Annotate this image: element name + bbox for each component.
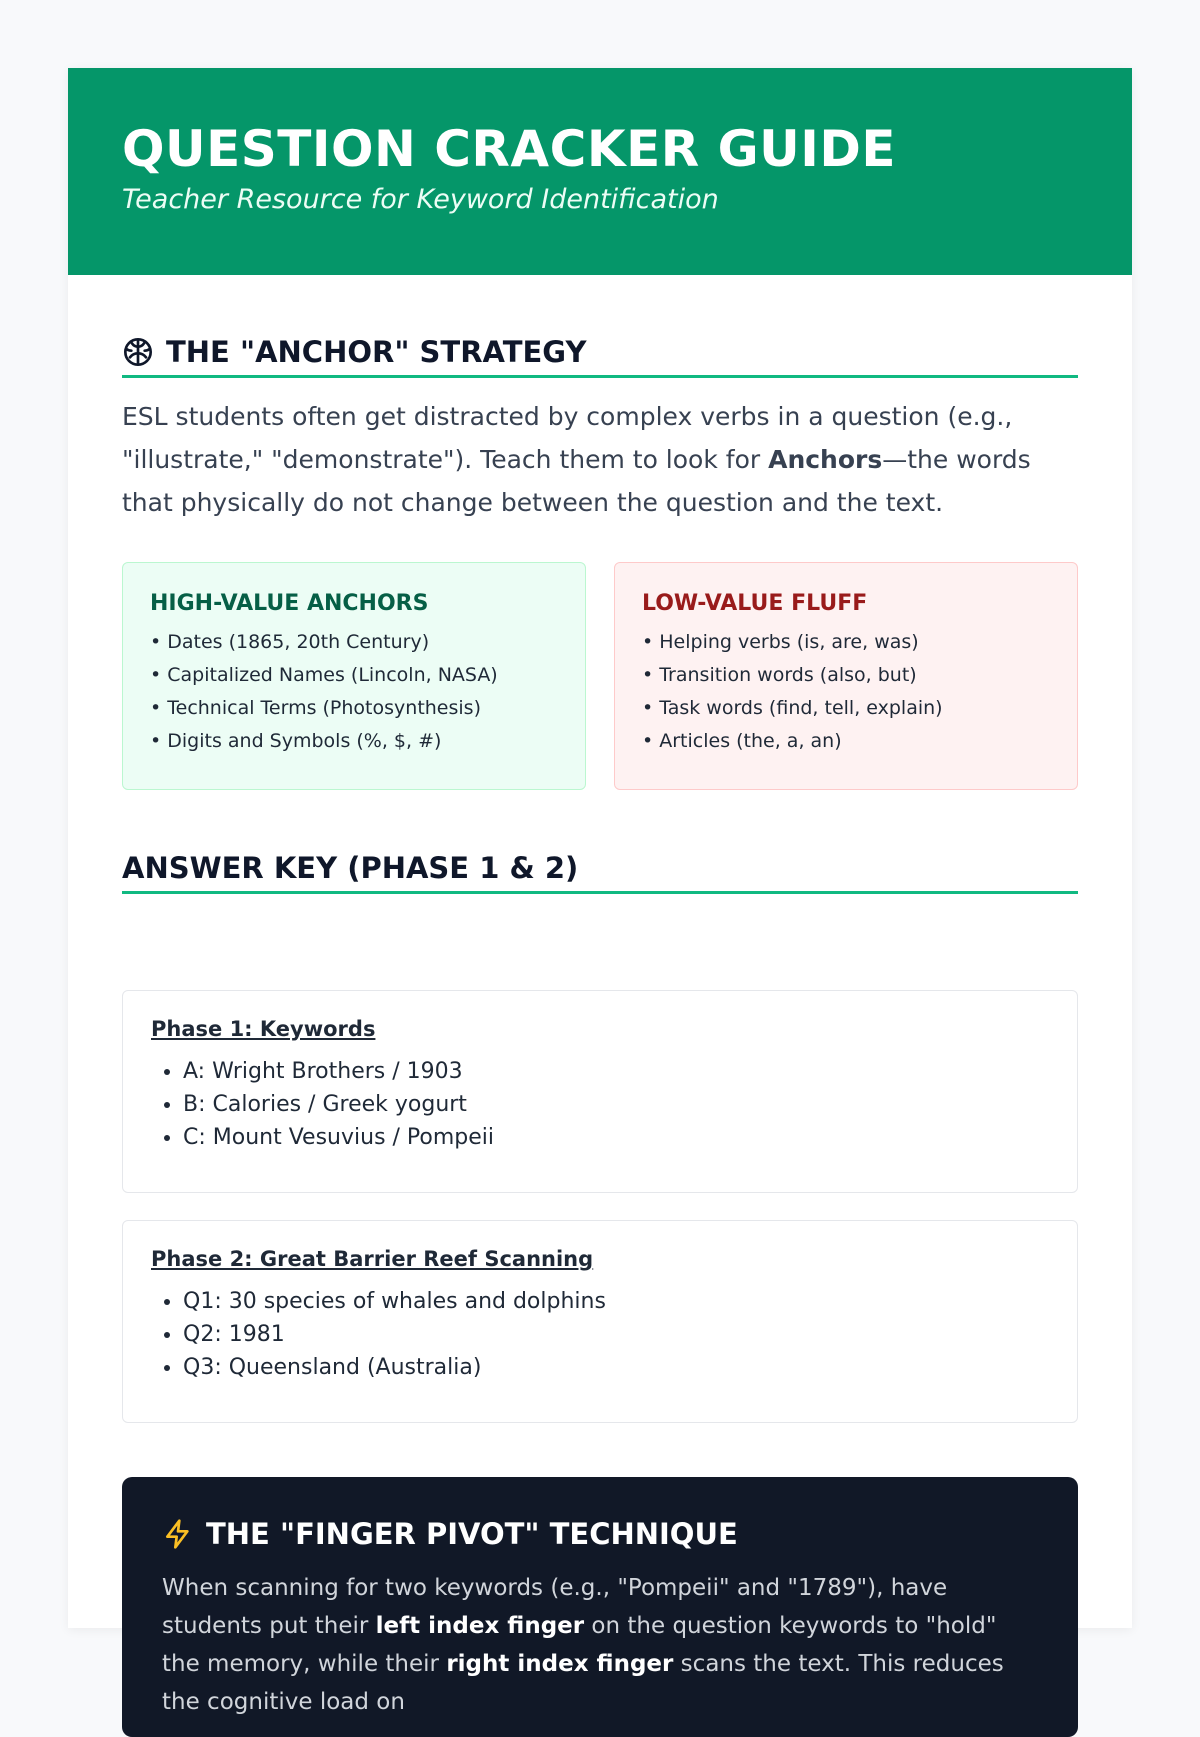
finger-pivot-heading xyxy=(162,1517,1038,1551)
anchor-section-heading xyxy=(122,335,1078,378)
list-item: • A: Wright Brothers / 1903 xyxy=(183,1055,1049,1088)
low-value-box xyxy=(614,562,1078,790)
low-value-list xyxy=(642,626,1050,758)
finger-bold-left: left index finger xyxy=(375,1613,585,1639)
list-item: • C: Mount Vesuvius / Pompeii xyxy=(183,1121,1049,1154)
phase2-title: Phase 2: Great Barrier Reef Scanning xyxy=(151,1247,594,1271)
brain-icon xyxy=(122,336,154,368)
page-subtitle: Teacher Resource for Keyword Identification xyxy=(122,184,719,215)
list-item: • Transition words (also, but) xyxy=(642,664,917,686)
lightning-icon xyxy=(162,1518,194,1550)
intro-bold-anchors: Anchors xyxy=(768,445,883,474)
guide-card xyxy=(68,68,1132,1715)
intro-text-2: —the words that physically do not change between the question and the text. xyxy=(122,445,1031,517)
list-item: • Q3: Queensland (Australia) xyxy=(183,1351,1049,1384)
finger-text-3: scans the text. This reduces the cognitive load on xyxy=(162,1651,1004,1715)
page-header xyxy=(68,68,1132,275)
finger-text-2: on the question keywords to "hold" the memory, while their xyxy=(162,1613,997,1677)
finger-bold-right: right index finger xyxy=(446,1651,674,1677)
high-value-box xyxy=(122,562,586,790)
list-item: • B: Calories / Greek yogurt xyxy=(183,1088,1049,1121)
finger-pivot-text xyxy=(162,1569,1038,1721)
high-value-list xyxy=(150,626,558,758)
list-item: • Technical Terms (Photosynthesis) xyxy=(150,697,481,719)
list-item: • Q2: 1981 xyxy=(183,1318,1049,1351)
phase2-list xyxy=(151,1285,1049,1384)
finger-text-1: When scanning for two keywords (e.g., "Pompeii" and "1789"), have students put their xyxy=(162,1575,948,1639)
anchor-heading-text: THE "ANCHOR" STRATEGY xyxy=(166,335,587,369)
phase1-card xyxy=(122,990,1078,1193)
anchor-intro xyxy=(122,395,1078,524)
list-item: • Dates (1865, 20th Century) xyxy=(150,631,430,653)
list-item: • Helping verbs (is, are, was) xyxy=(642,631,919,653)
list-item: • Articles (the, a, an) xyxy=(642,730,842,752)
phase1-title: Phase 1: Keywords xyxy=(151,1017,376,1041)
finger-pivot-panel xyxy=(122,1477,1078,1737)
phase1-list xyxy=(151,1055,1049,1154)
list-item: • Task words (find, tell, explain) xyxy=(642,697,943,719)
low-value-title: LOW-VALUE FLUFF xyxy=(642,591,868,616)
list-item: • Q1: 30 species of whales and dolphins xyxy=(183,1285,1049,1318)
list-item: • Capitalized Names (Lincoln, NASA) xyxy=(150,664,498,686)
finger-pivot-heading-text: THE "FINGER PIVOT" TECHNIQUE xyxy=(206,1517,738,1551)
phase2-card xyxy=(122,1220,1078,1423)
page-title: QUESTION CRACKER GUIDE xyxy=(122,120,897,178)
high-value-title: HIGH-VALUE ANCHORS xyxy=(150,591,429,616)
intro-text-1: ESL students often get distracted by complex verbs in a question (e.g., "illustrate," "demonstrate"). Teach them to look for xyxy=(122,402,1013,474)
answer-key-heading-text: ANSWER KEY (PHASE 1 & 2) xyxy=(122,851,579,885)
answer-key-heading xyxy=(122,851,1078,894)
list-item: • Digits and Symbols (%, $, #) xyxy=(150,730,442,752)
